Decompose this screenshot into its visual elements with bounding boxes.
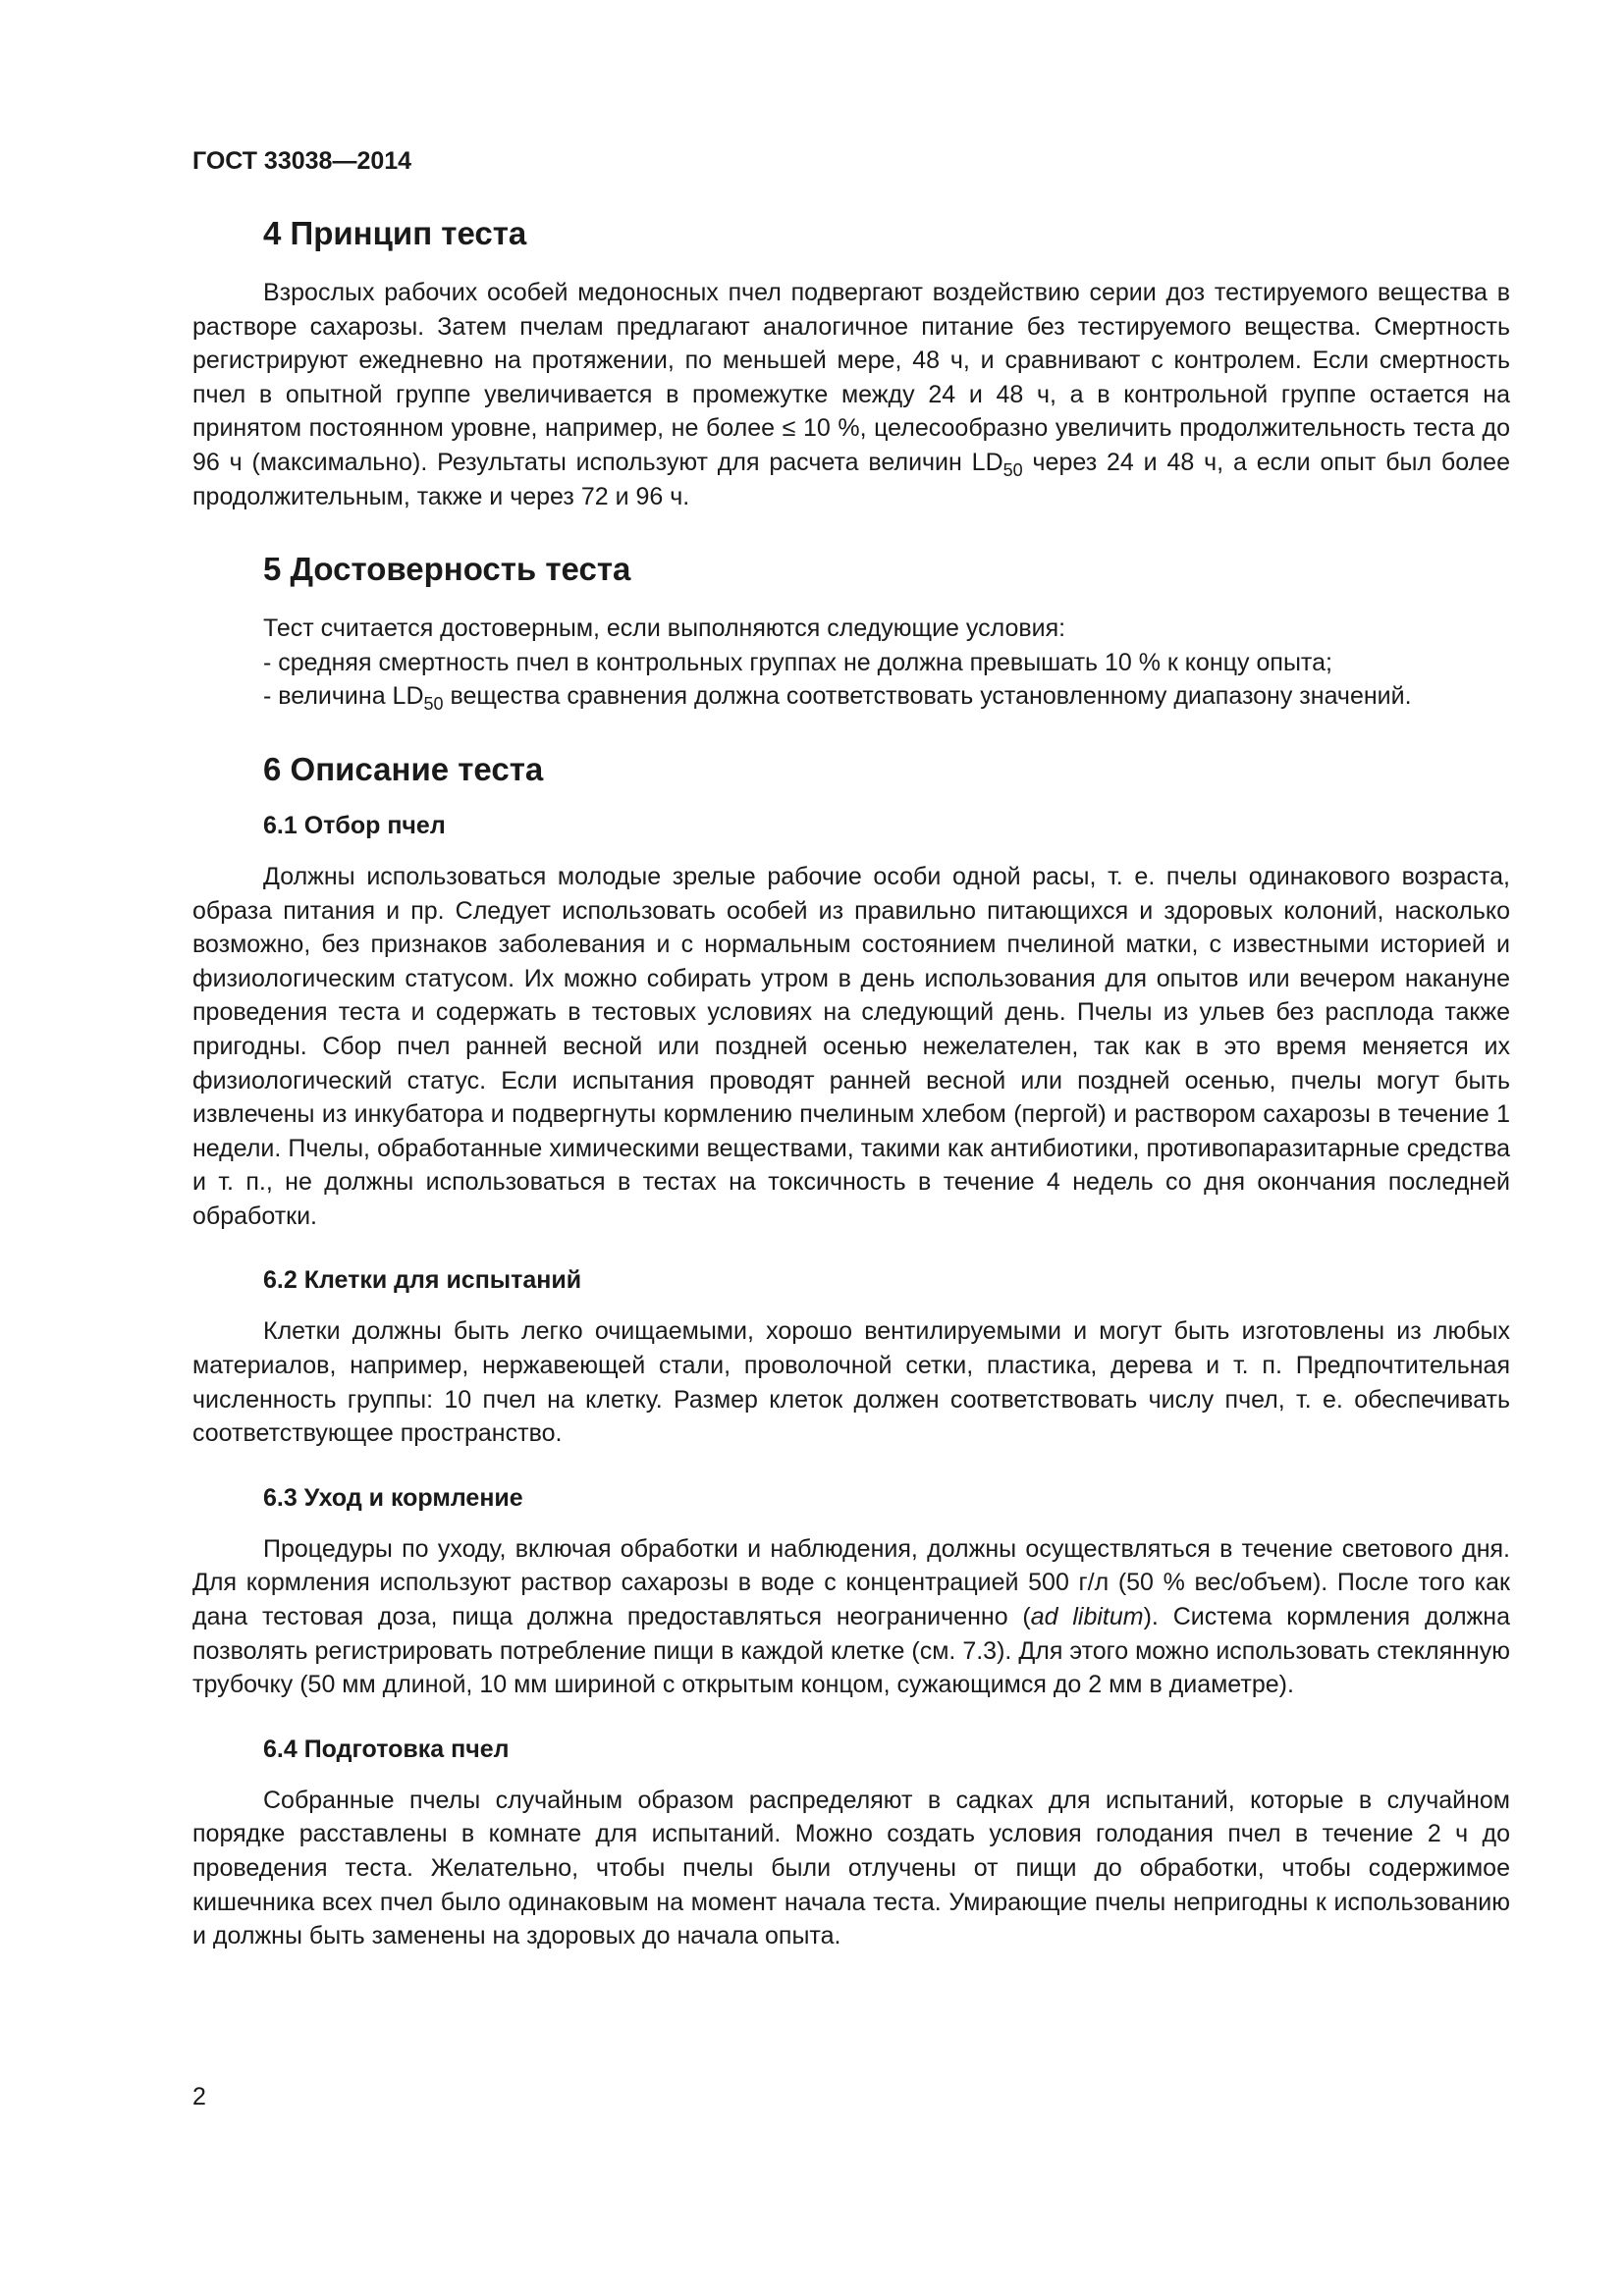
section-5-condition-1: - средняя смертность пчел в контрольных группах не должна превышать 10 % к концу опыта; (263, 648, 1332, 676)
page-number: 2 (192, 2083, 206, 2110)
document-page (192, 147, 1510, 1953)
section-5-condition-2: - величина $LD_{50}$ вещества сравнения должна соответствовать установленному диапазону значений. (263, 682, 1412, 715)
section-6-1-title: 6.1 Отбор пчел (263, 811, 446, 839)
section-5-title: 5 Достоверность теста (263, 551, 631, 588)
section-6-4-paragraph: Собранные пчелы случайным образом распределяют в садках для испытаний, которые в случайном порядке расставлены в комнате для испытаний. Можно создать условия голодания пчел в течение 2 ч до проведения теста. Желательно, чтобы пчелы были отлучены от пищи до обработки, чтобы содержимое кишечника всех пчел было одинаковым на момент начала теста. Умирающие пчелы непригодны к использованию и должны быть заменены на здоровых до начала опыта. (192, 1786, 1510, 1950)
section-4-title: 4 Принцип теста (263, 215, 527, 251)
section-6-title: 6 Описание теста (263, 750, 544, 787)
section-6-3-paragraph: Процедуры по уходу, включая обработки и наблюдения, должны осуществляться в течение светового дня. Для кормления используют раствор сахарозы в воде с концентрацией 500 г/л (50 % вес/объем). После того как дана тестовая доза, пища должна предоставляться неограниченно (ad libitum). Система кормления должна позволять регистрировать потребление пищи в каждой клетке (см. 7.3). Для этого можно использовать стеклянную трубочку (50 мм длиной, 10 мм шириной с открытым концом, сужающимся до 2 мм в диаметре). (192, 1534, 1510, 1699)
document-header: ГОСТ 33038—2014 (192, 147, 412, 175)
section-6-4-title: 6.4 Подготовка пчел (263, 1735, 510, 1763)
section-5-intro: Тест считается достоверным, если выполняются следующие условия: (263, 614, 1066, 643)
section-6-2-paragraph: Клетки должны быть легко очищаемыми, хорошо вентилируемыми и могут быть изготовлены из любых материалов, например, нержавеющей стали, проволочной сетки, пластика, дерева и т. п. Предпочтительная численность группы: 10 пчел на клетку. Размер клеток должен соответствовать числу пчел, т. е. обеспечивать соответствующее пространство. (192, 1317, 1510, 1448)
section-4-paragraph: Взрослых рабочих особей медоносных пчел подвергают воздействию серии доз тестируемого вещества в растворе сахарозы. Затем пчелам предлагают аналогичное питание без тестируемого вещества. Смертность регистрируют ежедневно на протяжении, по меньшей мере, 48 ч, и сравнивают с контролем. Если смертность пчел в опытной группе увеличивается в промежутке между 24 и 48 ч, а в контрольной группе остается на принятом постоянном уровне, например, не более ≤ 10 %, целесообразно увеличить продолжительность теста до 96 ч (максимально). Результаты используют для расчета величин $LD_{50}$ через 24 и 48 ч, а если опыт был более продолжительным, также и через 72 и 96 ч. (192, 279, 1510, 510)
section-6-3-title: 6.3 Уход и кормление (263, 1483, 523, 1512)
section-6-1-paragraph: Должны использоваться молодые зрелые рабочие особи одной расы, т. е. пчелы одинакового возраста, образа питания и пр. Следует использовать особей из правильно питающихся и здоровых колоний, насколько возможно, без признаков заболевания и с нормальным состоянием пчелиной матки, с известными историей и физиологическим статусом. Их можно собирать утром в день использования для опытов или вечером накануне проведения теста и содержать в тестовых условиях на следующий день. Пчелы из ульев без расплода также пригодны. Сбор пчел ранней весной или поздней осенью нежелателен, так как в это время меняется их физиологический статус. Если испытания проводят ранней весной или поздней осенью, пчелы могут быть извлечены из инкубатора и подвергнуты кормлению пчелиным хлебом (пергой) и раствором сахарозы в течение 1 недели. Пчелы, обработанные химическими веществами, такими как антибиотики, противопаразитарные средства и т. п., не должны использоваться в тестах на токсичность в течение 4 недель со дня окончания последней обработки. (192, 862, 1510, 1230)
section-6-2-title: 6.2 Клетки для испытаний (263, 1266, 582, 1295)
